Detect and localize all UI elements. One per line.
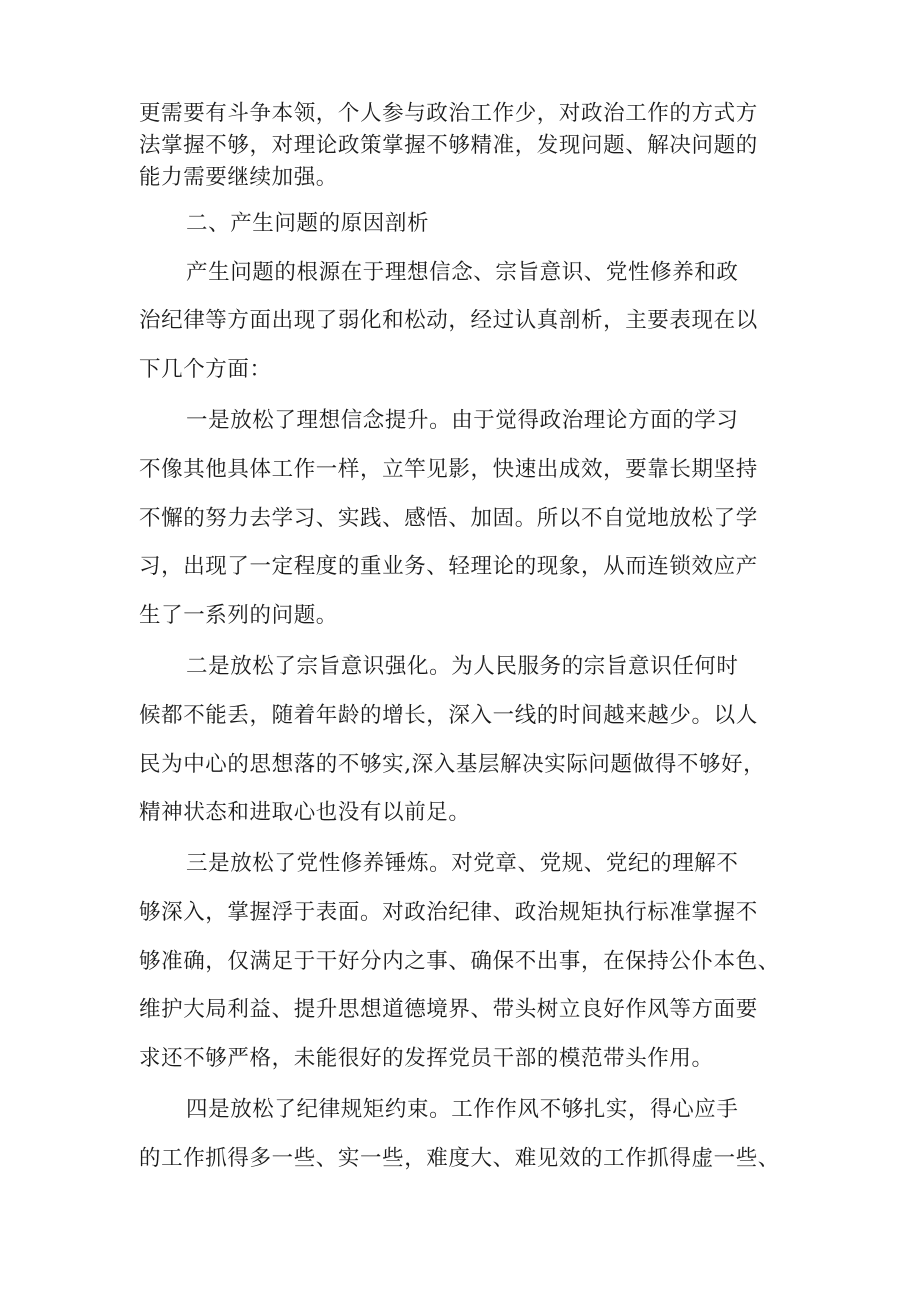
text-line: 治纪律等方面出现了弱化和松动，经过认真剖析，主要表现在以 [139, 308, 758, 333]
text-line: 习，出现了一定程度的重业务、轻理论的现象，从而连锁效应产 [139, 554, 758, 579]
text-line: 二是放松了宗旨意识强化。为人民服务的宗旨意识任何时 [186, 654, 739, 679]
text-line: 维护大局利益、提升思想道德境界、带头树立良好作风等方面要 [139, 997, 758, 1022]
text-line: 民为中心的思想落的不够实,深入基层解决实际问题做得不够好， [139, 752, 766, 777]
text-line: 够深入，掌握浮于表面。对政治纪律、政治规矩执行标准掌握不 [139, 900, 758, 925]
text-line: 不懈的努力去学习、实践、感悟、加固。所以不自觉地放松了学 [139, 506, 758, 531]
text-line: 够准确，仅满足于干好分内之事、确保不出事，在保持公仆本色、 [139, 949, 780, 974]
text-line: 生了一系列的问题。 [139, 603, 338, 628]
text-line: 求还不够严格，未能很好的发挥党员干部的模范带头作用。 [139, 1046, 714, 1071]
text-line: 四是放松了纪律规矩约束。工作作风不够扎实，得心应手 [186, 1097, 739, 1122]
text-line: 一是放松了理想信念提升。由于觉得政治理论方面的学习 [186, 408, 739, 433]
text-line: 产生问题的根源在于理想信念、宗旨意识、党性修养和政 [186, 260, 739, 285]
text-line: 精神状态和进取心也没有以前足。 [139, 800, 471, 825]
section-heading: 二、产生问题的原因剖析 [186, 211, 430, 236]
text-line: 下几个方面： [139, 357, 272, 382]
text-line: 更需要有斗争本领，个人参与政治工作少，对政治工作的方式方 [139, 101, 758, 126]
text-line: 三是放松了党性修养锤炼。对党章、党规、党纪的理解不 [186, 851, 739, 876]
text-line: 的工作抓得多一些、实一些，难度大、难见效的工作抓得虚一些、 [139, 1146, 780, 1171]
text-line: 不像其他具体工作一样，立竿见影，快速出成效，要靠长期坚持 [139, 457, 758, 482]
text-line: 法掌握不够，对理论政策掌握不够精准，发现问题、解决问题的 [139, 133, 758, 158]
text-line: 候都不能丢，随着年龄的增长，深入一线的时间越来越少。以人 [139, 703, 758, 728]
text-line: 能力需要继续加强。 [139, 165, 338, 190]
